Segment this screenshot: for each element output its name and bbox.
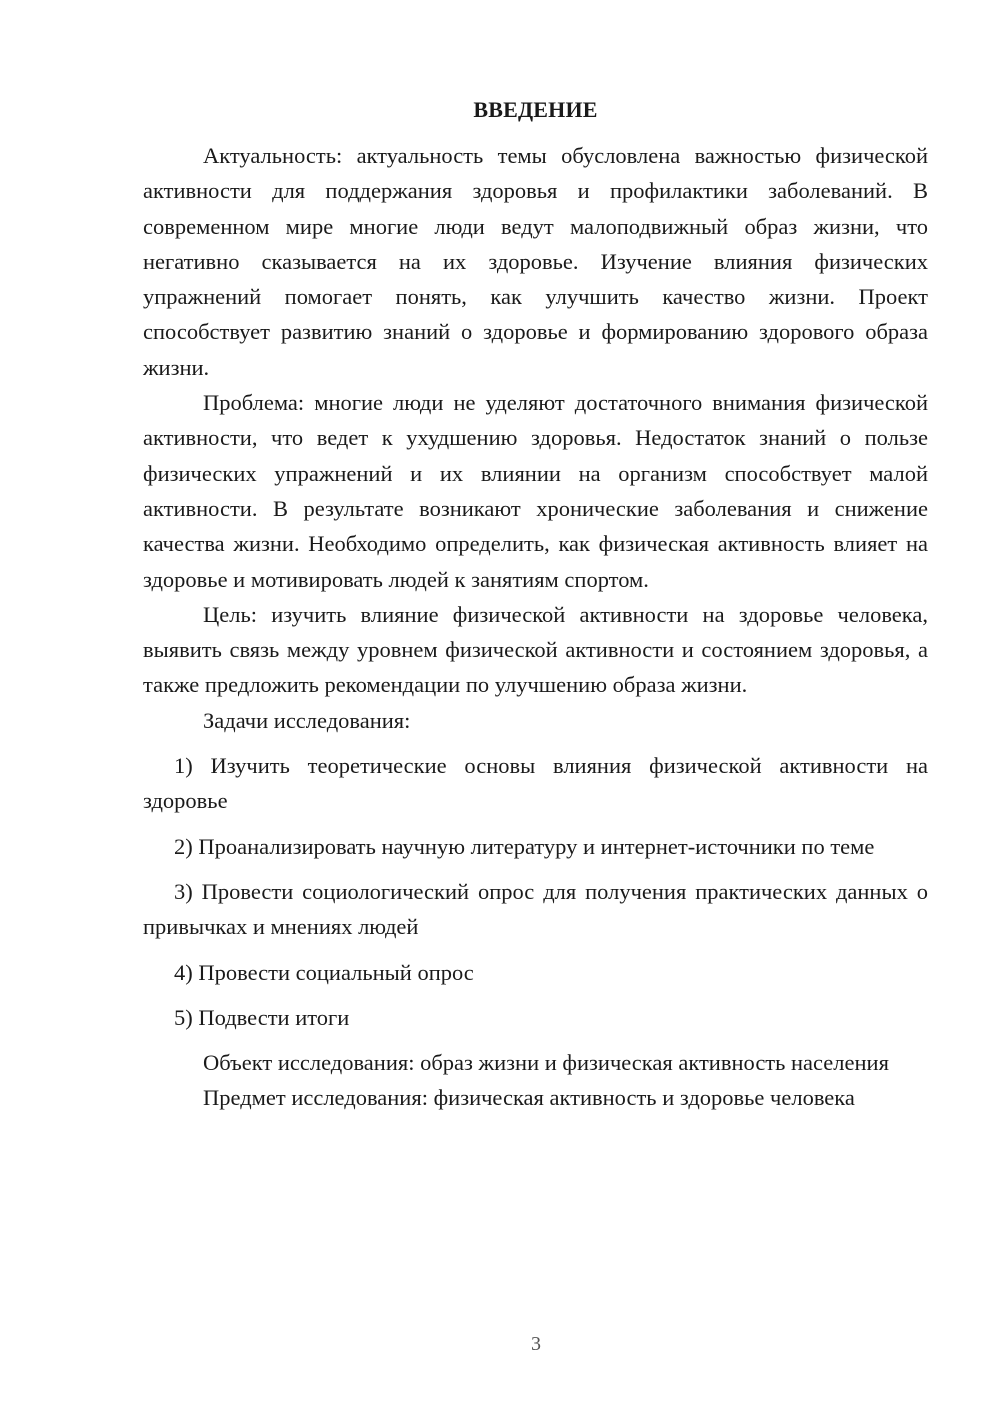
object-paragraph: Объект исследования: образ жизни и физическая активность населения xyxy=(203,1050,889,1076)
list-item: 1) Изучить теоретические основы влияния физической активности на здоровье xyxy=(143,753,928,814)
tasks-list xyxy=(143,748,928,1035)
list-item: 4) Провести социальный опрос xyxy=(174,959,474,985)
list-item: 5) Подвести итоги xyxy=(174,1004,350,1030)
document-page xyxy=(143,92,928,1116)
page-number: 3 xyxy=(531,1333,541,1355)
relevance-paragraph: Актуальность: актуальность темы обусловлена важностью физической активности для поддержания здоровья и профилактики заболеваний. В современном мире многие люди ведут малоподвижный образ жизни, что негативно сказывается на их здоровье. Изучение влияния физических упражнений помогает понять, как улучшить качество жизни. Проект способствует развитию знаний о здоровье и формированию здорового образа жизни. xyxy=(143,143,928,380)
subject-paragraph: Предмет исследования: физическая активность и здоровье человека xyxy=(203,1085,855,1111)
list-item: 3) Провести социологический опрос для получения практических данных о привычках и мнениях людей xyxy=(143,878,928,940)
goal-paragraph: Цель: изучить влияние физической активности на здоровье человека, выявить связь между уровнем физической активности и состоянием здоровья, а также предложить рекомендации по улучшению образа жизни. xyxy=(143,601,928,698)
problem-paragraph: Проблема: многие люди не уделяют достаточного внимания физической активности, что ведет к ухудшению здоровья. Недостаток знаний о пользе физических упражнений и их влиянии на организм способствует малой активности. В результате возникают хронические заболевания и снижение качества жизни. Необходимо определить, как физическая активность влияет на здоровье и мотивировать людей к занятиям спортом. xyxy=(143,390,928,592)
tasks-title: Задачи исследования: xyxy=(203,707,411,733)
list-item: 2) Проанализировать научную литературу и интернет-источники по теме xyxy=(174,833,875,859)
page-title: ВВЕДЕНИЕ xyxy=(473,97,598,122)
